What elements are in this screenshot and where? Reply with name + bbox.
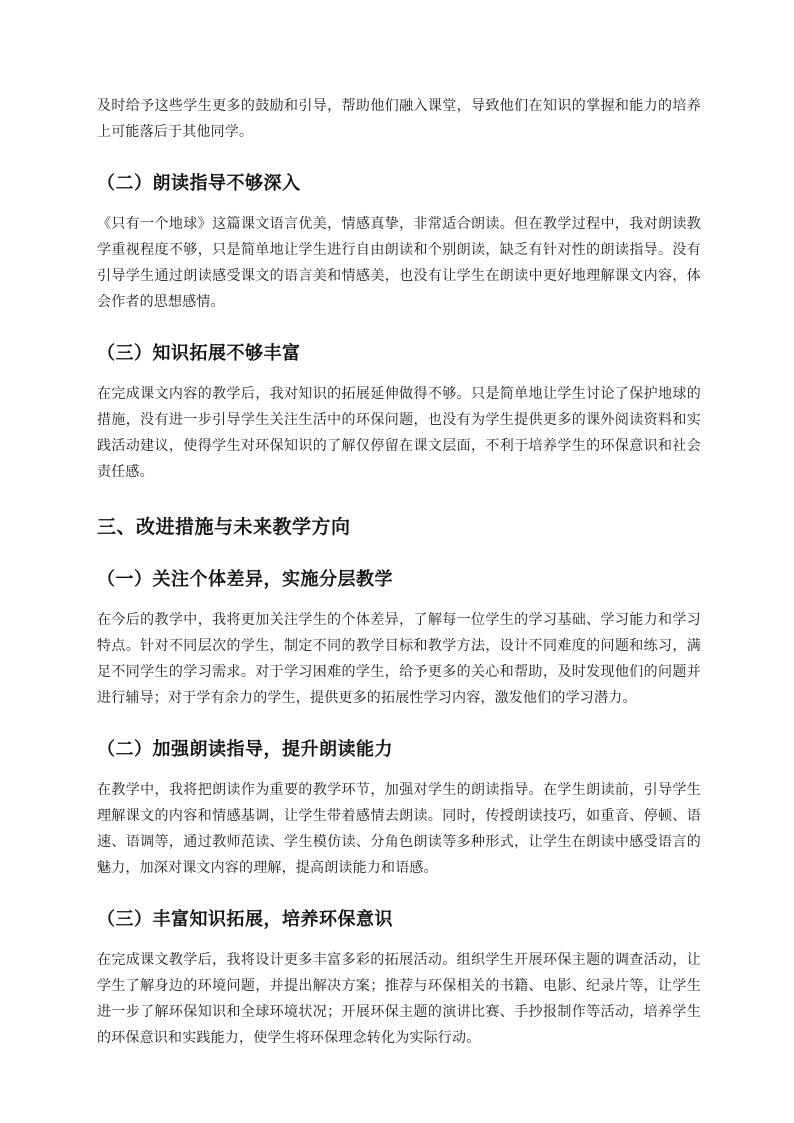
section-heading-improvements: 三、改进措施与未来教学方向 xyxy=(97,516,351,538)
paragraph-tiered-teaching: 在今后的教学中，我将更加关注学生的个体差异，了解每一位学生的学习基础、学习能力和学习特点。针对不同层次的学生，制定不同的教学目标和教学方法，设计不同难度的问题和练习，满足不同学生的学习需求。对于学习困难的学生，给予更多的关心和帮助，及时发现他们的问题并进行辅导；对于学有余力的学生，提供更多的拓展性学习内容，激发他们的学习潜力。 xyxy=(97,612,701,706)
paragraph-reading-guidance-issue: 《只有一个地球》这篇课文语言优美，情感真挚，非常适合朗读。但在教学过程中，我对朗读教学重视程度不够，只是简单地让学生进行自由朗读和个别朗读，缺乏有针对性的朗读指导。没有引导学生通过朗读感受课文的语言美和情感美，也没有让学生在朗读中更好地理解课文内容，体会作者的思想感情。 xyxy=(97,216,701,310)
document-page xyxy=(97,93,701,1051)
heading-environmental-awareness: （三）丰富知识拓展，培养环保意识 xyxy=(97,909,393,930)
paragraph-knowledge-extension-issue: 在完成课文内容的教学后，我对知识的拓展延伸做得不够。只是简单地让学生讨论了保护地球的措施，没有进一步引导学生关注生活中的环保问题，也没有为学生提供更多的课外阅读资料和实践活动建议，使得学生对环保知识的了解仅停留在课文层面，不利于培养学生的环保意识和社会责任感。 xyxy=(97,386,701,480)
heading-knowledge-extension-issue: （三）知识拓展不够丰富 xyxy=(97,343,301,364)
paragraph-environmental-awareness: 在完成课文教学后，我将设计更多丰富多彩的拓展活动。组织学生开展环保主题的调查活动，让学生了解身边的环境问题，并提出解决方案；推荐与环保相关的书籍、电影、纪录片等，让学生进一步了解环保知识和全球环境状况；开展环保主题的演讲比赛、手抄报制作等活动，培养学生的环保意识和实践能力，使学生将环保理念转化为实际行动。 xyxy=(97,952,701,1046)
paragraph-reading-improvement: 在教学中，我将把朗读作为重要的教学环节，加强对学生的朗读指导。在学生朗读前，引导学生理解课文的内容和情感基调，让学生带着感情去朗读。同时，传授朗读技巧，如重音、停顿、语速、语调等，通过教师范读、学生模仿读、分角色朗读等多种形式，让学生在朗读中感受语言的魅力，加深对课文内容的理解，提高朗读能力和语感。 xyxy=(97,782,701,876)
heading-reading-improvement: （二）加强朗读指导，提升朗读能力 xyxy=(97,739,393,760)
heading-reading-guidance-issue: （二）朗读指导不够深入 xyxy=(97,173,301,194)
heading-tiered-teaching: （一）关注个体差异，实施分层教学 xyxy=(97,569,393,590)
paragraph-intro-continuation: 及时给予这些学生更多的鼓励和引导，帮助他们融入课堂，导致他们在知识的掌握和能力的培养上可能落后于其他同学。 xyxy=(97,98,701,140)
